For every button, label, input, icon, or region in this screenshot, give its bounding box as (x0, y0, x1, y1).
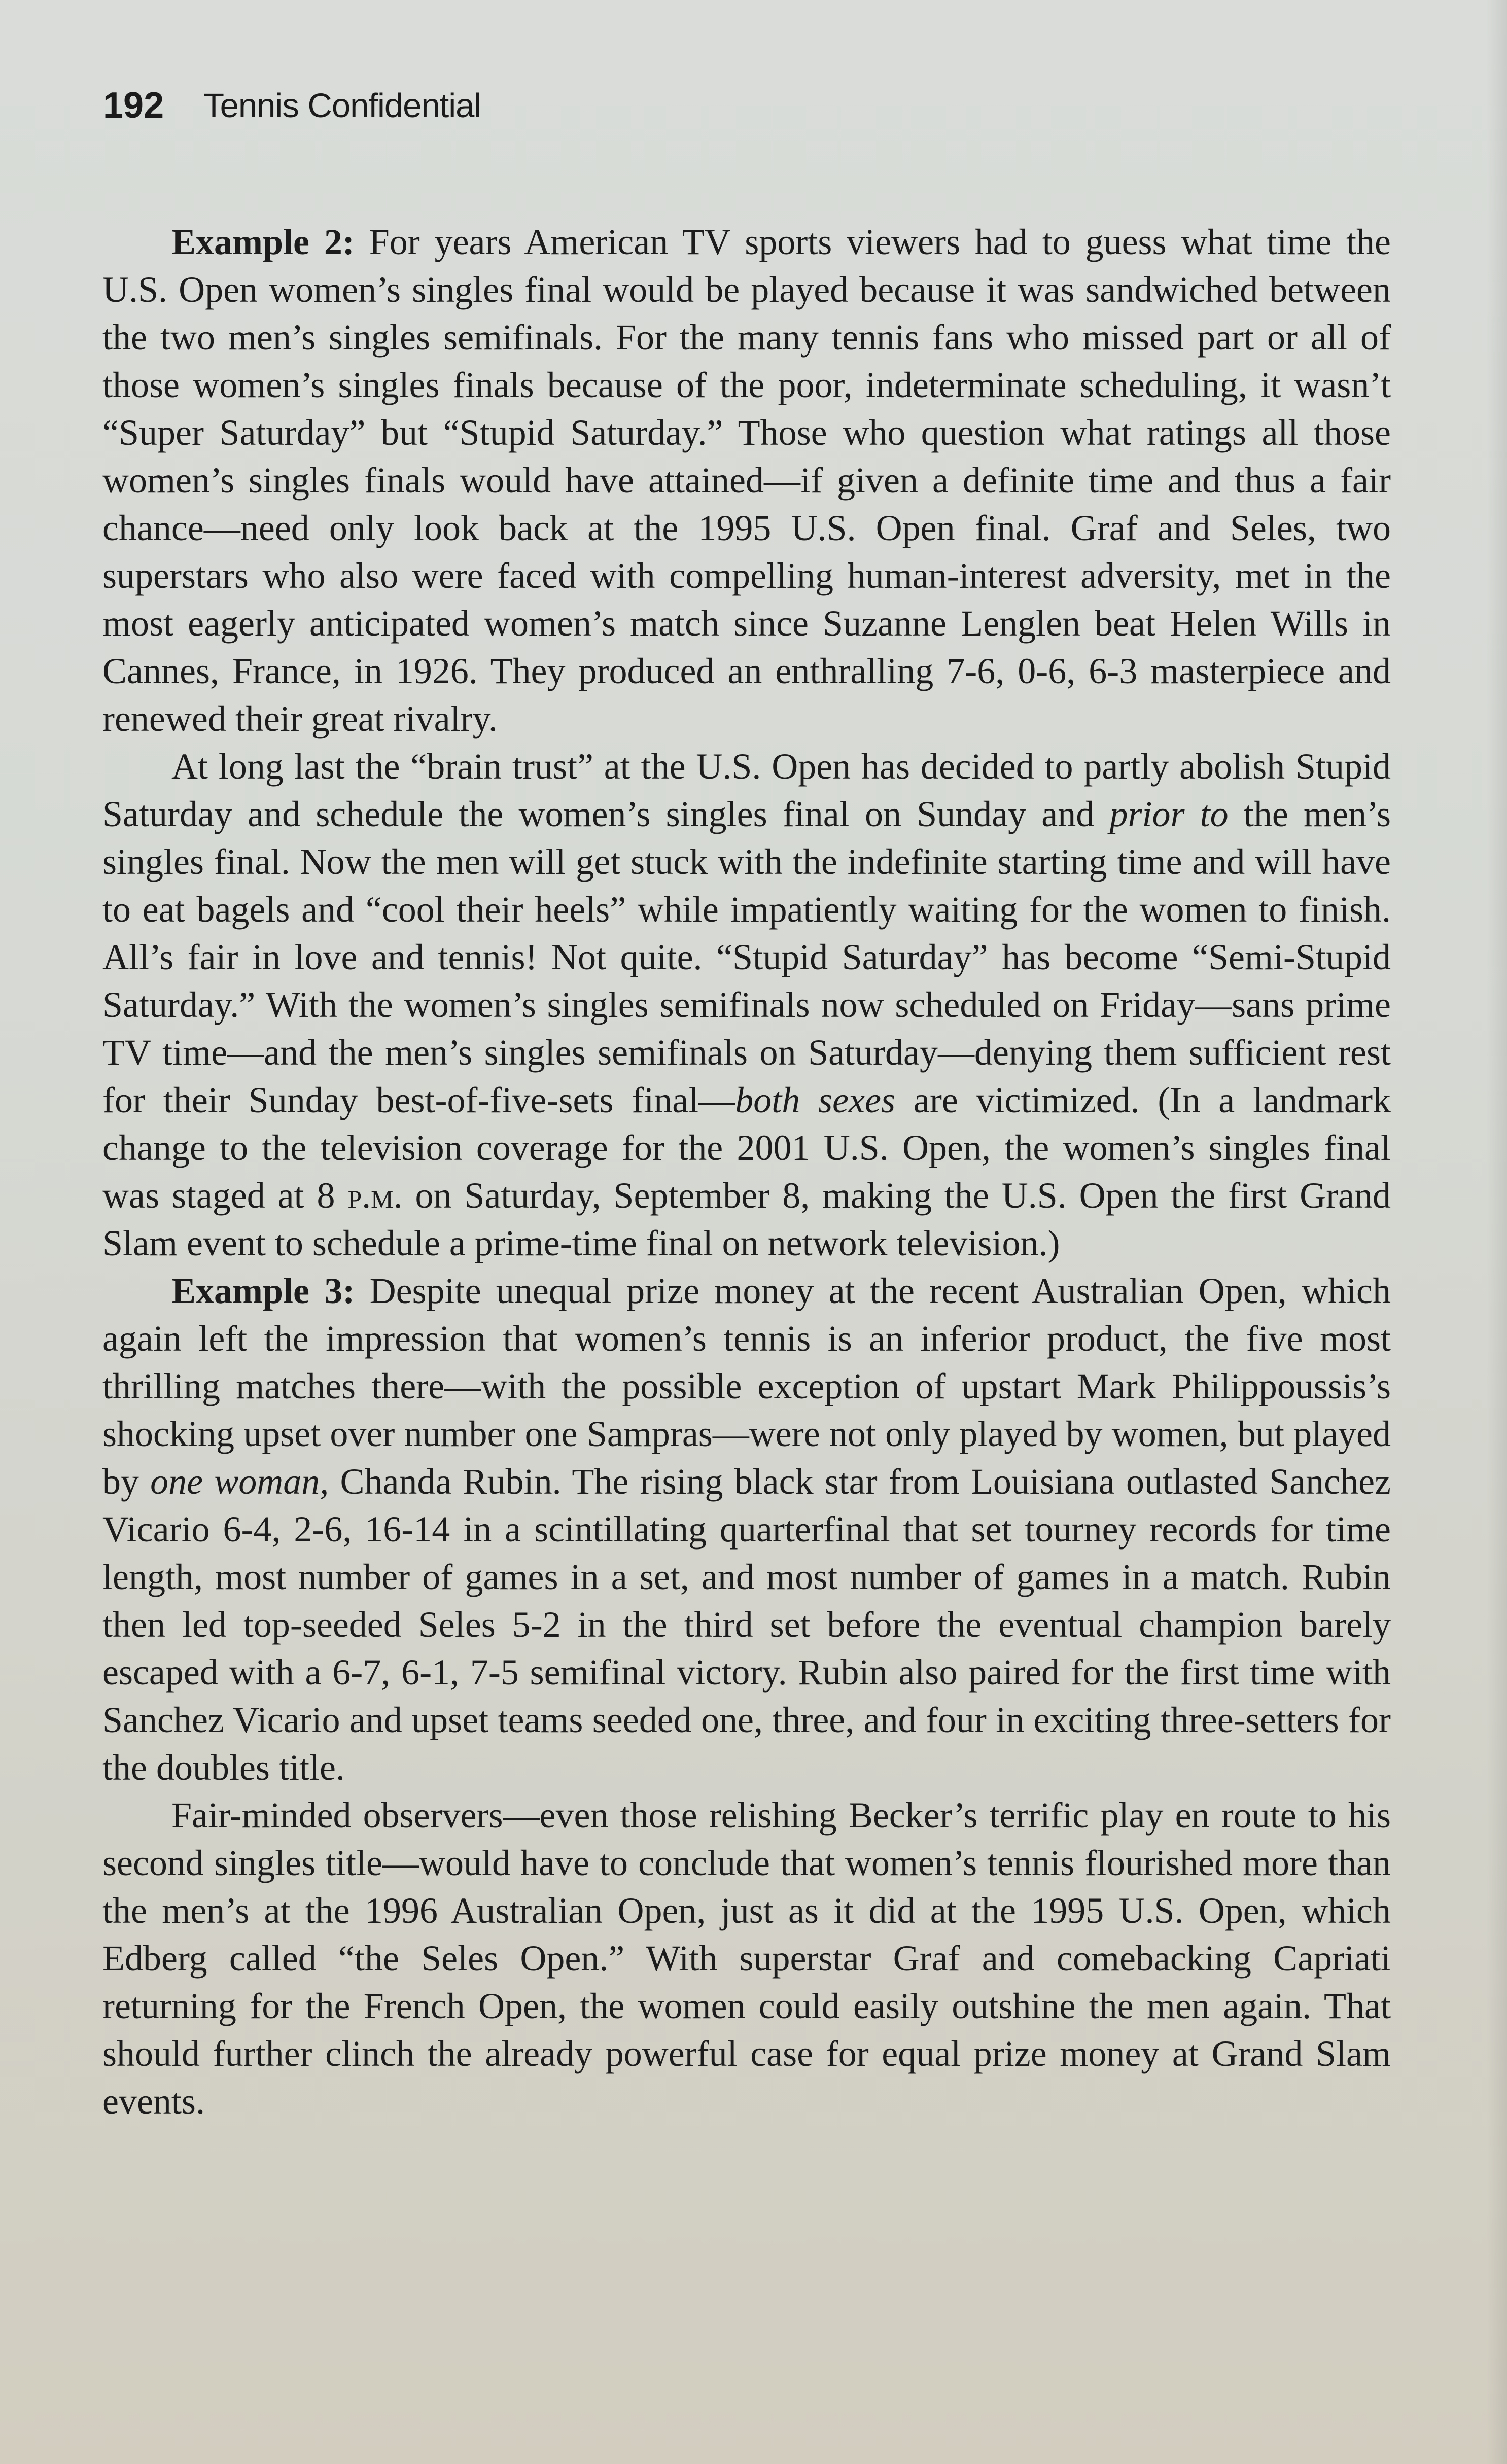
paragraph-fair-minded (102, 1791, 1391, 2125)
running-head (103, 80, 481, 131)
small-caps-run: p.m. (347, 1175, 403, 1216)
page-number: 192 (103, 85, 164, 126)
text-run: At long last the “brain trust” at the U.S. Open has decided to partly abolish Stupid Saturday and schedule the women’s singles final on Sunday and (102, 746, 1391, 834)
paragraph-brain-trust (102, 743, 1391, 1267)
text-run: Despite unequal prize money at the recent Australian Open, which again left the impression that women’s tennis is an inferior product, the five most thrilling matches there—with the possible exception of upstart Mark Philippoussis’s shocking upset over number one Sampras—were not only played by women, but played by (102, 1271, 1391, 1502)
text-run: Fair-minded observers—even those relishing Becker’s terrific play en route to his second singles title—would have to conclude that women’s tennis flourished more than the men’s at the 1996 Australian Open, just as it did at the 1995 U.S. Open, which Edberg called “the Seles Open.” With superstar Graf and comebacking Capriati returning for the French Open, the women could easily outshine the men again. That should further clinch the already powerful case for equal prize money at Grand Slam events. (102, 1795, 1391, 2122)
page-edge-shadow (1487, 0, 1507, 2464)
text-run: on Saturday, September 8, making the U.S. Open the first Grand Slam event to schedule a prime-time final on network television.) (102, 1175, 1391, 1263)
text-run: the men’s singles final. Now the men will get stuck with the indefinite starting time and will have to eat bagels and “cool their heels” while impatiently waiting for the women to finish. All’s fair in love and tennis! Not quite. “Stupid Saturday” has become “Semi-Stupid Saturday.” With the women’s singles semifinals now scheduled on Friday—sans prime TV time—and the men’s singles semifinals on Saturday—denying them sufficient rest for their Sunday best-of-five-sets final— (102, 794, 1391, 1120)
example-2-lead: Example 2: (171, 222, 355, 262)
paragraph-example-3 (102, 1267, 1391, 1791)
text-run: For years American TV sports viewers had to guess what time the U.S. Open women’s singles final would be played because it was sandwiched between the two men’s singles semifinals. For the many tennis fans who missed part or all of those women’s singles finals because of the poor, indeterminate scheduling, it wasn’t “Super Saturday” but “Stupid Saturday.” Those who question what ratings all those women’s singles finals would have attained—if given a definite time and thus a fair chance—need only look back at the 1995 U.S. Open final. Graf and Seles, two superstars who also were faced with compelling human-interest adversity, met in the most eagerly anticipated women’s match since Suzanne Lenglen beat Helen Wills in Cannes, France, in 1926. They produced an enthralling 7-6, 0-6, 6-3 masterpiece and renewed their great rivalry. (102, 222, 1391, 739)
example-3-lead: Example 3: (171, 1271, 355, 1311)
text-run: Chanda Rubin. The rising black star from Louisiana outlasted Sanchez Vicario 6-4, 2-6, 16-14 in a scintillating quarterfinal that set tourney records for time length, most number of games in a set, and most number of games in a match. Rubin then led top-seeded Seles 5-2 in the third set before the eventual champion barely escaped with a 6-7, 6-1, 7-5 semifinal victory. Rubin also paired for the first time with Sanchez Vicario and upset teams seeded one, three, and four in exciting three-setters for the doubles title. (102, 1461, 1391, 1788)
text-run: are victimized. (In a landmark change to the television coverage for the 2001 U.S. Open, the women’s singles final was staged at 8 (102, 1080, 1391, 1216)
italic-run: both sexes (735, 1080, 895, 1120)
body-text (102, 218, 1391, 2125)
paragraph-example-2 (102, 218, 1391, 743)
italic-run: prior to (1109, 794, 1229, 834)
book-title: Tennis Confidential (203, 86, 481, 125)
italic-run: one woman, (150, 1461, 329, 1502)
